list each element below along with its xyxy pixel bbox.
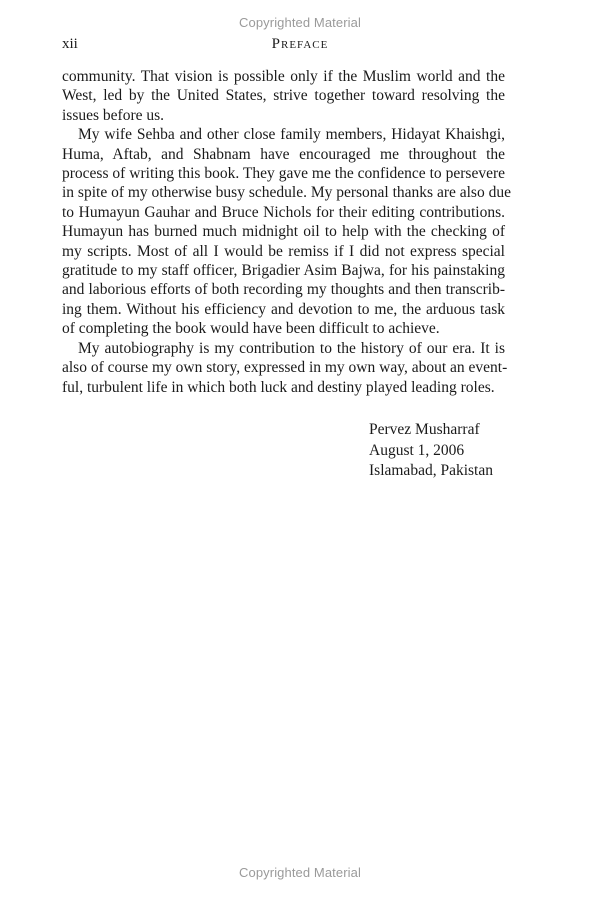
- text-line: process of writing this book. They gave me the confidence to persevere: [62, 165, 505, 183]
- text-line: issues before us.: [62, 106, 165, 124]
- text-line: of completing the book would have been difficult to achieve.: [62, 320, 440, 338]
- signature-place: Islamabad, Pakistan: [369, 462, 493, 479]
- text-line: My autobiography is my contribution to the history of our era. It is: [78, 339, 505, 357]
- text-line: and laborious efforts of both recording my thoughts and then transcrib-: [62, 281, 505, 299]
- paragraph: [62, 67, 505, 125]
- page-number: xii: [62, 36, 78, 52]
- text-line: to Humayun Gauhar and Bruce Nichols for their editing contributions.: [62, 203, 505, 221]
- signature-block: [369, 420, 493, 482]
- running-head: Preface: [271, 36, 329, 52]
- text-line: ing them. Without his efficiency and devotion to me, the arduous task: [62, 300, 505, 318]
- text-line: in spite of my otherwise busy schedule. My personal thanks are also due: [62, 184, 511, 202]
- text-line: gratitude to my staff officer, Brigadier Asim Bajwa, for his painstaking: [62, 262, 505, 280]
- body-text: [62, 67, 511, 397]
- copyright-watermark-bottom: Copyrighted Material: [239, 865, 361, 880]
- text-line: ful, turbulent life in which both luck and destiny played leading roles.: [62, 378, 495, 396]
- text-line: West, led by the United States, strive together toward resolving the: [62, 87, 505, 105]
- text-line: also of course my own story, expressed in my own way, about an event-: [62, 359, 508, 377]
- text-line: my scripts. Most of all I would be remiss if I did not express special: [62, 242, 505, 260]
- signature-date: August 1, 2006: [369, 441, 465, 459]
- paragraph: [62, 339, 508, 397]
- author-name: Pervez Musharraf: [369, 421, 480, 438]
- text-line: Humayun has burned much midnight oil to help with the checking of: [62, 223, 505, 241]
- text-line: My wife Sehba and other close family members, Hidayat Khaishgi,: [78, 126, 505, 144]
- text-line: Huma, Aftab, and Shabnam have encouraged me throughout the: [62, 145, 505, 163]
- text-line: community. That vision is possible only if the Muslim world and the: [62, 68, 505, 85]
- copyright-watermark-top: Copyrighted Material: [239, 15, 361, 30]
- paragraph: [62, 125, 511, 338]
